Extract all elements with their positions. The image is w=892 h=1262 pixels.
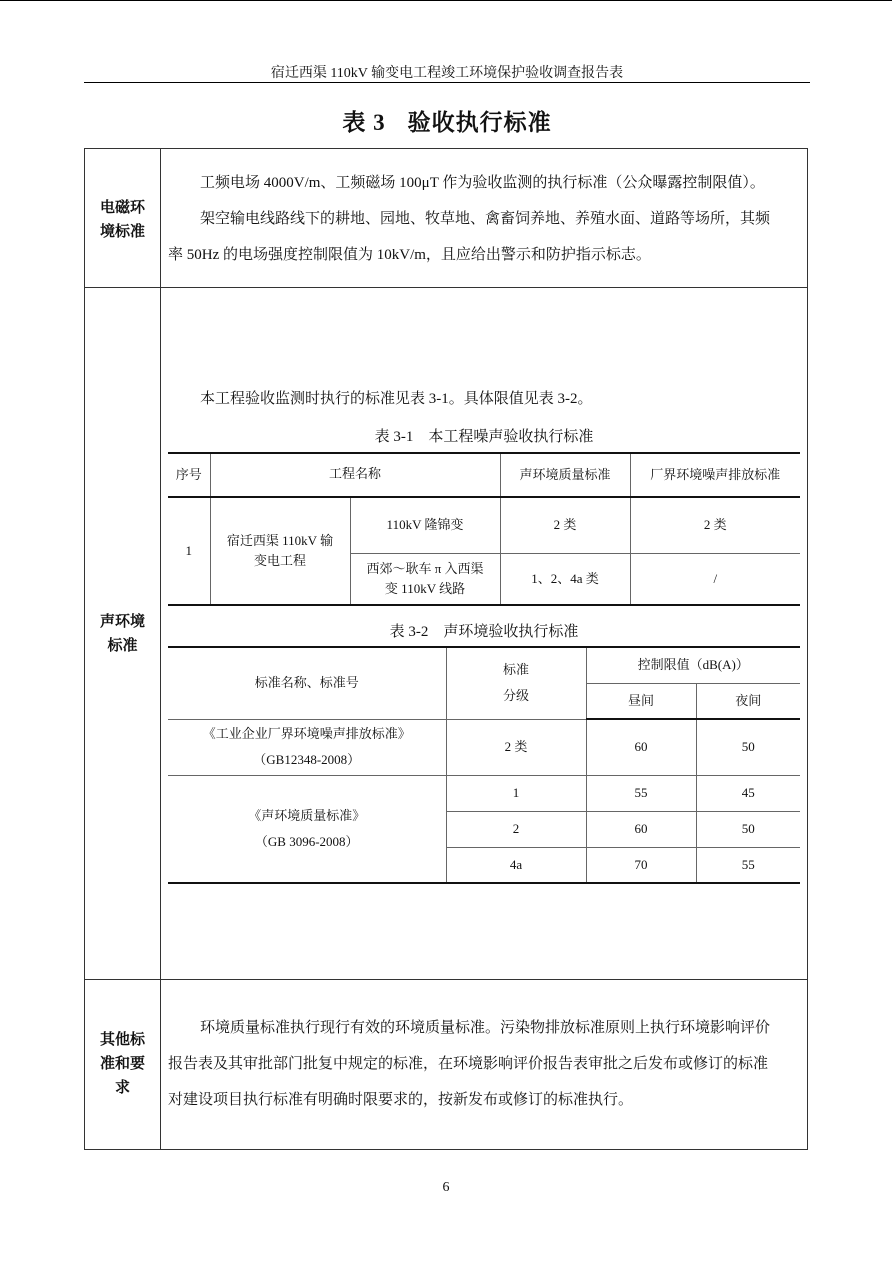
t2-std2-day-1: 55 <box>586 775 696 811</box>
page-title <box>84 104 810 137</box>
noise-section-label <box>85 609 160 657</box>
table-3-1-caption: 表 3-1 本工程噪声验收执行标准 <box>374 429 594 445</box>
t2-header-day: 昼间 <box>586 683 696 719</box>
t1-quality-1: 2 类 <box>500 497 630 553</box>
other-label-line1: 其他标 <box>99 1030 145 1048</box>
t2-header-class <box>446 647 586 719</box>
noise-label-line1: 声环境 <box>99 612 145 630</box>
other-paragraph <box>168 1010 800 1118</box>
t2-header-class-line1: 标准 <box>502 662 529 678</box>
title-text: 验收执行标准 <box>407 110 552 135</box>
t2-std2-night-3: 55 <box>696 847 800 883</box>
table-3-2 <box>168 646 800 884</box>
other-para-line3: 对建设项目执行标准有明确时限要求的，按新发布或修订的标准执行。 <box>168 1092 634 1108</box>
noise-label-line2: 标准 <box>107 636 138 654</box>
noise-intro <box>168 381 800 417</box>
t1-header-quality: 声环境质量标准 <box>500 453 630 497</box>
other-label-line3: 求 <box>114 1078 130 1096</box>
t1-header-no: 序号 <box>168 453 210 497</box>
t2-std1-line1: 《工业企业厂界环境噪声排放标准》 <box>202 726 411 741</box>
t2-std2-class-2: 2 <box>446 811 586 847</box>
table-3-2-caption: 表 3-2 声环境验收执行标准 <box>389 624 579 640</box>
t1-header-project: 工程名称 <box>210 453 500 497</box>
other-label-line2: 准和要 <box>99 1054 145 1072</box>
t2-std2-night-2: 50 <box>696 811 800 847</box>
other-para-line1: 环境质量标准执行现行有效的环境质量标准。污染物排放标准原则上执行环境影响评价 <box>200 1020 771 1036</box>
em-para-2-line1: 架空输电线路线下的耕地、园地、牧草地、禽畜饲养地、养殖水面、道路等场所，其频 <box>200 211 771 227</box>
t2-std2-night-1: 45 <box>696 775 800 811</box>
t2-std2-line1: 《声环境质量标准》 <box>248 807 366 823</box>
label-column-divider <box>160 148 161 1150</box>
t1-project-name <box>210 497 350 605</box>
t2-header-name: 标准名称、标准号 <box>168 647 446 719</box>
row-divider-1 <box>84 287 808 288</box>
t2-header-class-line2: 分级 <box>502 688 529 704</box>
t2-std2-day-3: 70 <box>586 847 696 883</box>
em-para-2-line2: 率 50Hz 的电场强度控制限值为 10kV/m，且应给出警示和防护指示标志。 <box>168 247 651 263</box>
other-section-label <box>85 1027 160 1099</box>
t2-std2-class-3: 4a <box>446 847 586 883</box>
t1-sub-name-1: 110kV 隆锦变 <box>350 497 500 553</box>
t1-row-no: 1 <box>168 497 210 605</box>
em-para-1: 工频电场 4000V/m、工频磁场 100μT 作为验收监测的执行标准（公众曝露控制限值）。 <box>200 175 765 191</box>
t1-emission-1: 2 类 <box>630 497 800 553</box>
t1-sub-name-2-line2: 变 110kV 线路 <box>384 580 466 596</box>
t1-project-line2: 变电工程 <box>253 553 306 568</box>
t2-header-night: 夜间 <box>696 683 800 719</box>
em-section-label <box>85 195 160 243</box>
top-border <box>0 0 892 1</box>
other-para-line2: 报告表及其审批部门批复中规定的标准，在环境影响评价报告表审批之后发布或修订的标准 <box>168 1056 769 1072</box>
t2-std1-name <box>168 719 446 775</box>
t2-std1-day: 60 <box>586 719 696 775</box>
running-header: 宿迁西渠 110kV 输变电工程竣工环境保护验收调查报告表 <box>270 66 624 81</box>
title-number: 表 3 <box>342 110 386 135</box>
table-3-1 <box>168 452 800 606</box>
em-paragraph <box>168 165 800 273</box>
t1-header-emission: 厂界环境噪声排放标准 <box>630 453 800 497</box>
t2-std1-class: 2 类 <box>446 719 586 775</box>
t2-std1-night: 50 <box>696 719 800 775</box>
t1-project-line1: 宿迁西渠 110kV 输 <box>226 533 334 548</box>
row-divider-2 <box>84 979 808 980</box>
t1-sub-name-2 <box>350 553 500 605</box>
page-number: 6 <box>442 1180 450 1195</box>
header-rule <box>84 82 810 83</box>
t2-std2-day-2: 60 <box>586 811 696 847</box>
t2-std2-line2: （GB 3096-2008） <box>254 833 359 849</box>
t1-sub-name-2-line1: 西郊～耿车 π 入西渠 <box>366 560 484 576</box>
t1-quality-2: 1、2、4a 类 <box>500 553 630 605</box>
noise-intro-text: 本工程验收监测时执行的标准见表 3-1。具体限值见表 3-2。 <box>200 391 593 407</box>
t2-header-limit: 控制限值（dB(A)） <box>586 647 800 683</box>
t2-std2-name <box>168 775 446 883</box>
t2-std2-class-1: 1 <box>446 775 586 811</box>
t2-std1-line2: （GB12348-2008） <box>253 752 361 767</box>
t1-emission-2: / <box>630 553 800 605</box>
em-label-line2: 境标准 <box>99 222 145 240</box>
em-label-line1: 电磁环 <box>99 198 145 216</box>
